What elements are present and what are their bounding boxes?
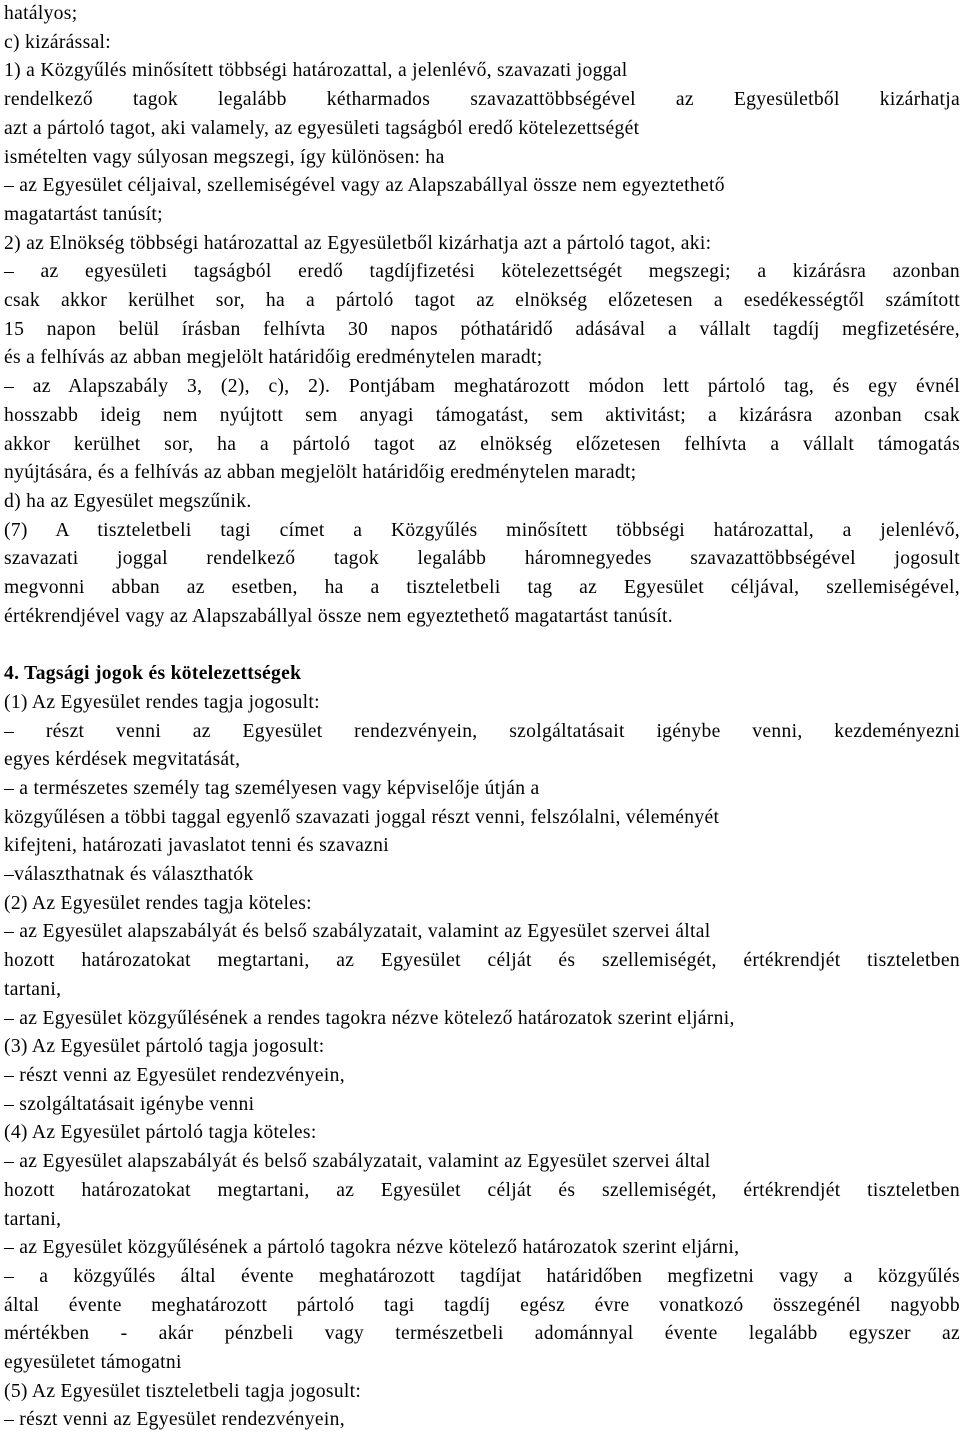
paragraph-gap: [4, 631, 960, 660]
text-line: c) kizárással:: [4, 31, 112, 53]
text-line: – az Egyesület közgyűlésének a pártoló tagokra nézve kötelező határozatok szerint eljárni,: [4, 1237, 740, 1259]
text-line: rendelkező tagok legalább kétharmados szavazattöbbségével az Egyesületből kizárhatja: [4, 89, 960, 111]
text-line: (1) Az Egyesület rendes tagja jogosult:: [4, 691, 320, 713]
text-line: – az egyesületi tagságból eredő tagdíjfizetési kötelezettségét megszegi; a kizárásra azonban: [4, 261, 960, 283]
text-line: hatályos;: [4, 3, 78, 24]
text-line: ismételten vagy súlyosan megszegi, így különösen: ha: [4, 146, 445, 168]
text-line: (7) A tiszteletbeli tagi címet a Közgyűlés minősített többségi határozattal, a jelenlévő,: [4, 519, 960, 541]
text-line: által évente meghatározott pártoló tagi tagdíj egész évre vonatkozó összegénél nagyobb: [4, 1294, 960, 1316]
text-line: tartani,: [4, 1208, 62, 1230]
text-line: – szolgáltatásait igénybe venni: [4, 1093, 255, 1115]
text-line: – részt venni az Egyesület rendezvényein,: [4, 1065, 345, 1086]
text-line: – az Alapszabály 3, (2), c), 2). Pontjábam meghatározott módon lett pártoló tag, és egy évnél: [4, 376, 960, 398]
text-line: azt a pártoló tagot, aki valamely, az egyesületi tagságból eredő kötelezettségét: [4, 117, 640, 139]
text-line: nyújtására, és a felhívás az abban megjelölt határidőig eredménytelen maradt;: [4, 462, 637, 484]
text-line: hozott határozatokat megtartani, az Egyesület célját és szellemiségét, értékrendjét tiszteletben: [4, 1179, 960, 1201]
text-line: d) ha az Egyesület megszűnik.: [4, 490, 252, 512]
text-line: –választhatnak és választhatók: [4, 864, 254, 886]
text-line: (5) Az Egyesület tiszteletbeli tagja jogosult:: [4, 1380, 362, 1402]
text-line: hozott határozatokat megtartani, az Egyesület célját és szellemiségét, értékrendjét tiszteletben: [4, 950, 960, 972]
text-line: csak akkor kerülhet sor, ha a pártoló tagot az elnökség előzetesen a esedékességtől számított: [4, 290, 960, 312]
text-line: – az Egyesület céljaival, szellemiségével vagy az Alapszabállyal össze nem egyeztethető: [4, 175, 725, 197]
text-line: mértékben - akár pénzbeli vagy természetbeli adománnyal évente legalább egyszer az: [4, 1323, 960, 1345]
text-line: hosszabb ideig nem nyújtott sem anyagi támogatást, sem aktivitást; a kizárásra azonban csak: [4, 404, 960, 426]
text-line: – a természetes személy tag személyesen vagy képviselője útján a: [4, 777, 540, 799]
text-line: – az Egyesület közgyűlésének a rendes tagokra nézve kötelező határozatok szerint eljárni,: [4, 1007, 735, 1029]
text-line: akkor kerülhet sor, ha a pártoló tagot az elnökség előzetesen felhívta a vállalt támogatás: [4, 433, 960, 455]
section-heading: 4. Tagsági jogok és kötelezettségek: [4, 663, 302, 685]
text-line: – a közgyűlés által évente meghatározott tagdíjat határidőben megfizetni vagy a közgyűlés: [4, 1265, 960, 1287]
text-line: és a felhívás az abban megjelölt határidőig eredménytelen maradt;: [4, 347, 543, 369]
text-line: tartani,: [4, 978, 62, 1000]
text-line: (2) Az Egyesület rendes tagja köteles:: [4, 892, 312, 914]
text-line: magatartást tanúsít;: [4, 203, 163, 225]
text-line: egyesületet támogatni: [4, 1352, 182, 1374]
text-line: (3) Az Egyesület pártoló tagja jogosult:: [4, 1036, 325, 1058]
text-line: – részt venni az Egyesület rendezvényein,: [4, 1409, 345, 1431]
text-line: értékrendjével vagy az Alapszabállyal össze nem egyeztethető magatartást tanúsít.: [4, 605, 673, 627]
text-line: egyes kérdések megvitatását,: [4, 749, 241, 771]
text-line: kifejteni, határozati javaslatot tenni és szavazni: [4, 835, 389, 857]
text-line: 1) a Közgyűlés minősített többségi határozattal, a jelenlévő, szavazati joggal: [4, 60, 628, 82]
text-line: szavazati joggal rendelkező tagok legalább háromnegyedes szavazattöbbségével jogosult: [4, 548, 960, 570]
text-line: (4) Az Egyesület pártoló tagja köteles:: [4, 1122, 317, 1144]
text-line: 15 napon belül írásban felhívta 30 napos póthatáridő adásával a vállalt tagdíj megfizetésére,: [4, 318, 960, 340]
text-line: megvonni abban az esetben, ha a tiszteletbeli tag az Egyesület céljával, szellemiségével,: [4, 577, 960, 599]
text-line: 2) az Elnökség többségi határozattal az Egyesületből kizárhatja azt a pártoló tagot, aki:: [4, 232, 712, 254]
text-line: – az Egyesület alapszabályát és belső szabályzatait, valamint az Egyesület szervei által: [4, 921, 711, 943]
text-line: – az Egyesület alapszabályát és belső szabályzatait, valamint az Egyesület szervei által: [4, 1151, 711, 1173]
text-line: – részt venni az Egyesület rendezvényein, szolgáltatásait igénybe venni, kezdeményezni: [4, 720, 960, 742]
text-line: közgyűlésen a többi taggal egyenlő szavazati joggal részt venni, felszólalni, véleményét: [4, 806, 720, 828]
